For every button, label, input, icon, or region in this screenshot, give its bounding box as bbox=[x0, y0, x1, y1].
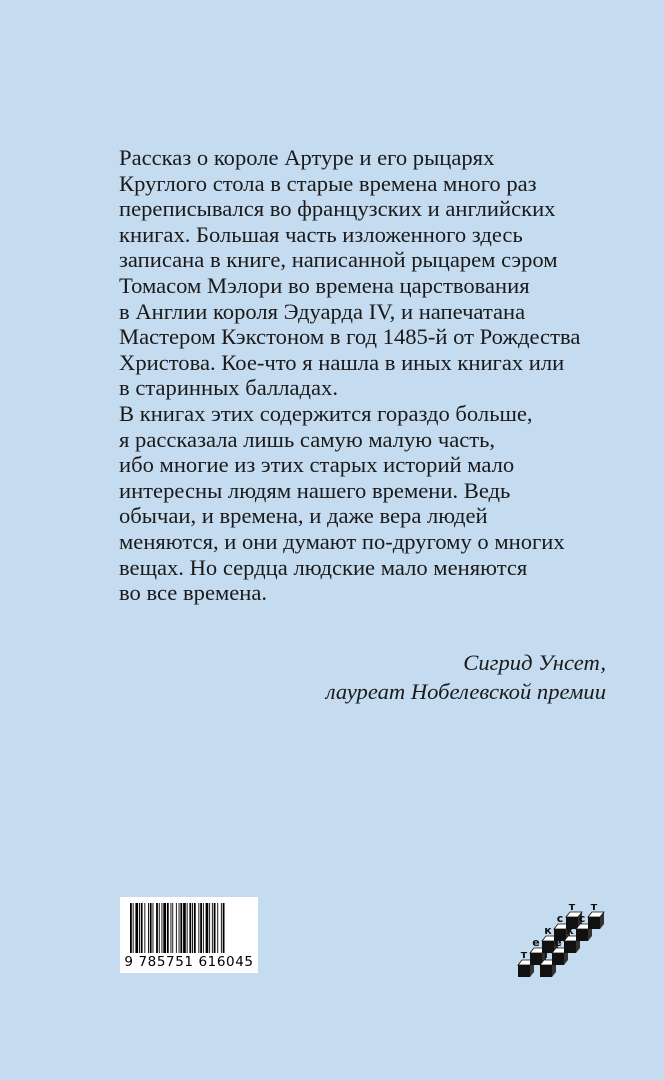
barcode-bar bbox=[162, 903, 163, 953]
barcode-bar bbox=[187, 903, 188, 953]
logo-letter: т bbox=[520, 948, 528, 961]
barcode-bar bbox=[130, 903, 132, 953]
isbn-barcode bbox=[120, 897, 258, 973]
blurb-line: Христова. Кое-что я нашла в иных книгах или bbox=[119, 349, 565, 375]
barcode-bar bbox=[192, 903, 193, 953]
blurb-line: В книгах этих содержится гораздо больше, bbox=[119, 400, 533, 426]
blurb-line: я рассказала лишь самую малую часть, bbox=[119, 426, 496, 452]
barcode-bar bbox=[206, 903, 209, 953]
blurb-line: обычаи, и времена, и даже вера людей bbox=[119, 503, 488, 529]
barcode-bar bbox=[159, 903, 160, 953]
barcode-bars bbox=[128, 903, 250, 953]
author-signature bbox=[326, 648, 606, 706]
barcode-bar bbox=[139, 903, 140, 953]
barcode-bar bbox=[200, 903, 202, 953]
blurb-line: интересны людям нашего времени. Ведь bbox=[119, 477, 511, 503]
blurb-line: Рассказ о короле Артуре и его рыцарях bbox=[119, 145, 495, 170]
barcode-bar bbox=[223, 903, 225, 953]
barcode-bar bbox=[141, 903, 143, 953]
barcode-bar bbox=[167, 903, 169, 953]
author-title: лауреат Нобелевской премии bbox=[325, 679, 606, 704]
logo-letter: е bbox=[554, 936, 562, 949]
logo-letter: к bbox=[566, 924, 574, 937]
blurb-line: меняются, и они думают по-другому о многих bbox=[119, 528, 565, 554]
logo-letter: т bbox=[542, 948, 550, 961]
logo-letter: т bbox=[590, 900, 598, 913]
barcode-bar bbox=[179, 903, 180, 953]
logo-letter: к bbox=[544, 924, 552, 937]
blurb-line: Мастером Кэкстоном в год 1485-й от Рождества bbox=[119, 324, 581, 350]
blurb-line: Томасом Мэлори во времена царствования bbox=[119, 272, 530, 298]
blurb-line: в старинных балладах. bbox=[119, 375, 338, 401]
barcode-bar bbox=[203, 903, 204, 953]
barcode-bar bbox=[183, 903, 186, 953]
logo-letter: т bbox=[568, 900, 576, 913]
blurb-line: в Англии короля Эдуарда IV, и напечатана bbox=[119, 298, 526, 324]
barcode-bar bbox=[198, 903, 199, 953]
barcode-bar bbox=[163, 903, 166, 953]
blurb-line: ибо многие из этих старых историй мало bbox=[119, 452, 515, 478]
barcode-bar bbox=[148, 903, 149, 953]
logo-letter: е bbox=[532, 936, 540, 949]
barcode-bar bbox=[150, 903, 152, 953]
barcode-bar bbox=[214, 903, 216, 953]
logo-letter: с bbox=[556, 912, 564, 925]
blurb-line: Круглого стола в старые времена много раз bbox=[119, 170, 537, 196]
blurb-line: переписывался во французских и английских bbox=[119, 196, 556, 222]
barcode-bar bbox=[217, 903, 218, 953]
barcode-bar bbox=[135, 903, 138, 953]
barcode-bar bbox=[156, 903, 158, 953]
publisher-logo bbox=[510, 895, 620, 985]
barcode-bar bbox=[172, 903, 173, 953]
logo-letter: с bbox=[578, 912, 586, 925]
isbn-number: 9 785751 616045 bbox=[124, 954, 254, 970]
back-cover-blurb bbox=[119, 145, 639, 606]
blurb-line: вещах. Но сердца людские мало меняются bbox=[119, 554, 528, 580]
blurb-line: книгах. Большая часть изложенного здесь bbox=[119, 221, 523, 247]
logo-cube bbox=[588, 900, 604, 929]
barcode-bar bbox=[189, 903, 191, 953]
barcode-bar bbox=[153, 903, 154, 953]
blurb-line: записана в книге, написанной рыцарем сэром bbox=[119, 247, 558, 273]
barcode-bar bbox=[176, 903, 177, 953]
author-name: Сигрид Унсет, bbox=[463, 650, 606, 675]
barcode-bar bbox=[180, 903, 182, 953]
barcode-bar bbox=[171, 903, 172, 953]
barcode-bar bbox=[212, 903, 213, 953]
barcode-bar bbox=[221, 903, 222, 953]
barcode-bar bbox=[133, 903, 134, 953]
barcode-bar bbox=[194, 903, 196, 953]
barcode-bar bbox=[209, 903, 210, 953]
barcode-bar bbox=[144, 903, 145, 953]
blurb-line: во все времена. bbox=[119, 580, 268, 606]
